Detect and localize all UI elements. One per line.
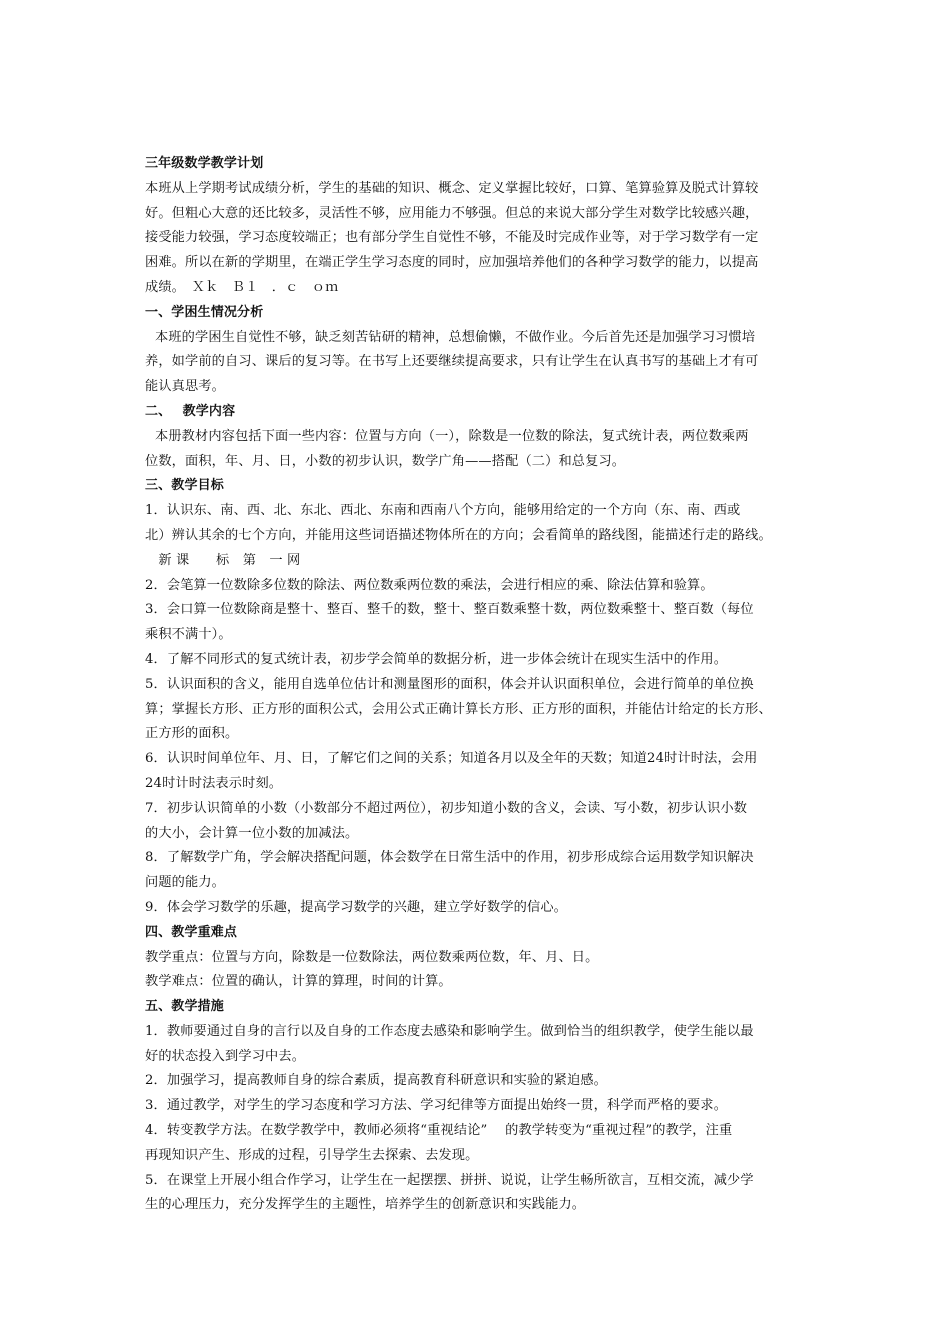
list-item-line: 5．认识面积的含义，能用自选单位估计和测量图形的面积，体会并认识面积单位，会进行简单的单位换 (145, 676, 754, 692)
intro-line: 本班从上学期考试成绩分析，学生的基础的知识、概念、定义掌握比较好，口算、笔算验算及脱式计算较 (145, 180, 759, 196)
list-item-line: 7．初步认识简单的小数（小数部分不超过两位），初步知道小数的含义，会读、写小数，初步认识小数 (145, 800, 748, 816)
list-item-line: 生的心理压力，充分发挥学生的主题性，培养学生的创新意识和实践能力。 (145, 1197, 586, 1213)
list-item-line: 24时计时法表示时刻。 (145, 775, 283, 791)
list-item-line: 2．加强学习，提高教师自身的综合素质，提高教育科研意识和实验的紧迫感。 (145, 1073, 608, 1089)
paragraph-line: 位数，面积，年、月、日，小数的初步认识，数学广角——搭配（二）和总复习。 (145, 453, 626, 469)
section-heading: 五、教学措施 (145, 999, 224, 1015)
list-item-line: 8．了解数学广角，学会解决搭配问题，体会数学在日常生活中的作用，初步形成综合运用数学知识解决 (145, 850, 754, 866)
list-item-line: 北）辨认其余的七个方向，并能用这些词语描述物体所在的方向；会看简单的路线图，能描述行走的路线。 (145, 527, 772, 543)
paragraph-line: 本册教材内容包括下面一些内容：位置与方向（一），除数是一位数的除法，复式统计表，两位数乘两 (155, 428, 749, 444)
list-item-line: 9．体会学习数学的乐趣，提高学习数学的兴趣，建立学好数学的信心。 (145, 899, 567, 915)
list-item-line: 的大小，会计算一位小数的加减法。 (145, 825, 359, 841)
section-heading: 一、学困生情况分析 (145, 304, 264, 320)
list-item-line: 乘积不满十）。 (145, 627, 232, 643)
list-item-line: 好的状态投入到学习中去。 (145, 1048, 306, 1064)
list-item-line: 1．教师要通过自身的言行以及自身的工作态度去感染和影响学生。做到恰当的组织教学，使学生能以最 (145, 1023, 754, 1039)
list-item-line: 4．了解不同形式的复式统计表，初步学会简单的数据分析，进一步体会统计在现实生活中的作用。 (145, 651, 728, 667)
list-item-line: 问题的能力。 (145, 875, 226, 891)
list-item-line: 4．转变教学方法。在数学教学中，教师必须将“重视结论” 的教学转变为“重视过程”的教学，注重 (145, 1123, 733, 1139)
paragraph-line: 教学重点：位置与方向，除数是一位数除法，两位数乘两位数，年、月、日。 (145, 949, 599, 965)
paragraph-line: 养，如学前的自习、课后的复习等。在书写上还要继续提高要求，只有让学生在认真书写的基础上才有可 (145, 354, 759, 370)
paragraph-line: 教学难点：位置的确认，计算的算理，时间的计算。 (145, 974, 452, 990)
list-item-line: 5．在课堂上开展小组合作学习，让学生在一起摆摆、拼拼、说说，让学生畅所欲言，互相交流，减少学 (145, 1172, 754, 1188)
paragraph-line: 本班的学困生自觉性不够，缺乏刻苦钻研的精神，总想偷懒，不做作业。今后首先还是加强学习习惯培 (155, 329, 756, 345)
list-item-line: 2．会笔算一位数除多位数的除法、两位数乘两位数的乘法，会进行相应的乘、除法估算和验算。 (145, 577, 714, 593)
list-item-line: 1．认识东、南、西、北、东北、西北、东南和西南八个方向，能够用给定的一个方向（东、南、西或 (145, 503, 741, 519)
section-heading: 四、教学重难点 (145, 924, 238, 940)
list-item-line: 6．认识时间单位年、月、日，了解它们之间的关系；知道各月以及全年的天数；知道24时计时法，会用 (145, 751, 758, 767)
intro-line: 好。但粗心大意的还比较多，灵活性不够，应用能力不够强。但总的来说大部分学生对数学比较感兴趣， (145, 205, 759, 221)
list-item-line: 3．会口算一位数除商是整十、整百、整千的数，整十、整百数乘整十数，两位数乘整十、整百数（每位 (145, 602, 754, 618)
section-heading: 二、 教学内容 (145, 403, 236, 419)
intro-line: 接受能力较强，学习态度较端正；也有部分学生自觉性不够，不能及时完成作业等，对于学习数学有一定 (145, 230, 759, 246)
watermark-text: 新 课 标 第 一 网 (145, 552, 301, 568)
section-heading: 三、教学目标 (145, 478, 224, 494)
intro-line: 成绩。 Ｘｋ Ｂ１ ．ｃ ｏｍ (145, 279, 339, 295)
document-page (145, 152, 815, 1218)
document-title: 三年级数学教学计划 (145, 156, 264, 171)
paragraph-line: 能认真思考。 (145, 379, 226, 395)
list-item-line: 3．通过教学，对学生的学习态度和学习方法、学习纪律等方面提出始终一贯，科学而严格的要求。 (145, 1098, 728, 1114)
list-item-line: 算；掌握长方形、正方形的面积公式，会用公式正确计算长方形、正方形的面积，并能估计给定的长方形、 (145, 701, 772, 717)
intro-line: 困难。所以在新的学期里，在端正学生学习态度的同时，应加强培养他们的各种学习数学的能力，以提高 (145, 255, 759, 271)
list-item-line: 正方形的面积。 (145, 726, 239, 742)
list-item-line: 再现知识产生、形成的过程，引导学生去探索、去发现。 (145, 1147, 479, 1163)
